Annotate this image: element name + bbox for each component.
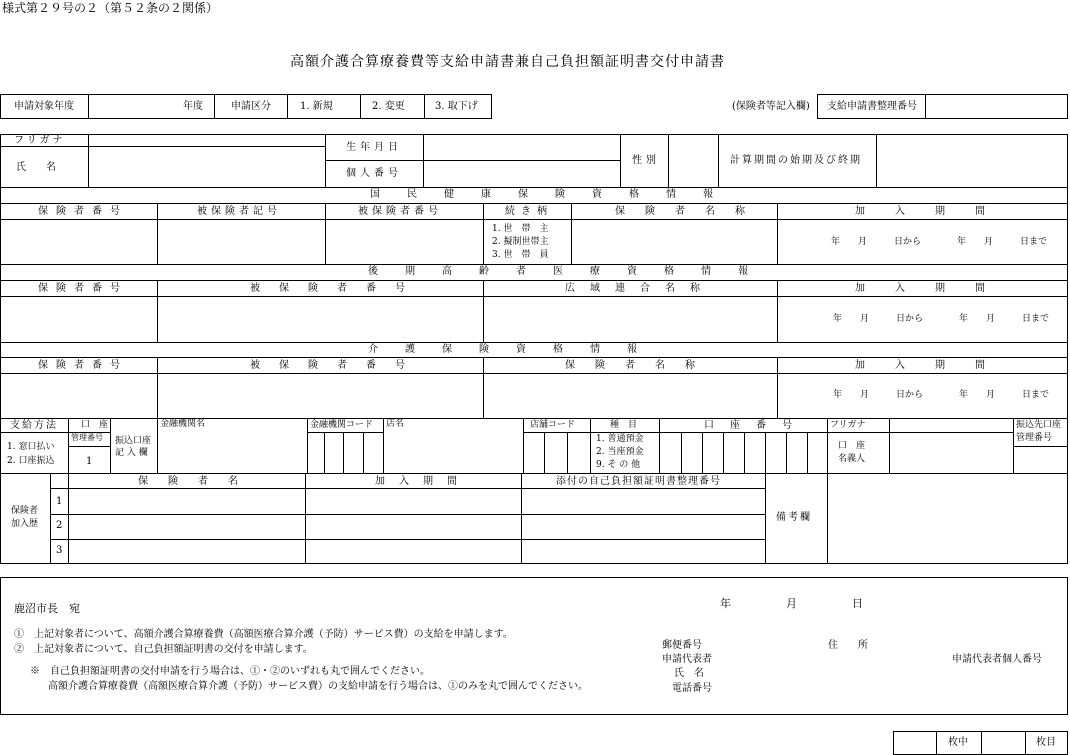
nhi-period-text: 年 月 日から 年 月 日まで [831, 237, 1048, 247]
relation-2[interactable]: 2. 擬制世帯主 [492, 237, 549, 247]
holder-label-2: 名義人 [838, 454, 866, 464]
addressee: 鹿沼市長 宛 [14, 602, 80, 615]
elder-col-union: 広域連合名称 [565, 283, 715, 294]
declaration-2[interactable]: ② 上記対象者について、自己負担額証明書の交付を申請します。 [14, 644, 313, 655]
nhi-heading: 国民健康保険資格情報 [370, 189, 740, 200]
sheets-label: 枚中 [948, 737, 968, 748]
elder-insured-no-input[interactable] [158, 297, 483, 341]
care-period-text: 年 月 日から 年 月 日まで [833, 390, 1050, 400]
type-current[interactable]: 2. 当座預金 [596, 447, 644, 457]
rep-name-label: 氏 名 [674, 668, 704, 679]
year-input[interactable] [88, 95, 180, 118]
history-col-period: 加入期間 [375, 476, 471, 487]
furigana-label: フリガナ [14, 135, 66, 146]
bank-furigana-input[interactable] [890, 419, 1013, 432]
name-input[interactable] [89, 147, 324, 186]
mynumber-input[interactable] [424, 161, 619, 186]
history-row-3: 3 [56, 545, 63, 556]
date-line: 年 月 日 [720, 597, 863, 610]
sheet-no-input[interactable] [982, 732, 1025, 754]
history-insurer-input-1[interactable] [69, 489, 305, 514]
nhi-col-period: 加入期間 [855, 206, 1015, 217]
method-window[interactable]: 1. 窓口払い [7, 442, 55, 452]
care-insurer-name-input[interactable] [484, 374, 777, 417]
history-insurer-input-3[interactable] [69, 540, 305, 563]
care-col-insurer-name: 保険者名称 [565, 360, 715, 371]
insurer-note: (保険者等記入欄) [732, 101, 810, 112]
bank-furigana-label: フリガナ [830, 420, 866, 430]
year-label: 申請対象年度 [14, 101, 74, 112]
elder-heading: 後期高齢者医療資格情報 [368, 266, 775, 277]
nhi-col-relation: 続き柄 [505, 206, 553, 217]
nhi-col-insured-no: 被保険者番号 [358, 206, 442, 217]
branch-label: 店名 [386, 419, 405, 429]
mgmt-label: 支給申請書整理番号 [827, 101, 917, 112]
remarks-input[interactable] [828, 474, 1067, 563]
nhi-col-insurer-no: 保険者番号 [38, 206, 128, 217]
care-heading: 介護保険資格情報 [368, 344, 664, 355]
elder-insurer-no-input[interactable] [1, 297, 157, 341]
dest-label-1: 振込先口座 [1016, 420, 1062, 430]
elder-col-insurer-no: 保険者番号 [38, 283, 128, 294]
relation-3[interactable]: 3. 世 帯 員 [492, 250, 549, 260]
history-label-1: 保険者 [11, 506, 39, 516]
inst-input[interactable] [158, 432, 307, 472]
mgmt-input[interactable] [926, 95, 1067, 118]
elder-col-insured-no: 被保険者番号 [250, 283, 424, 294]
branch-input[interactable] [384, 432, 523, 472]
nhi-col-insurer-name: 保険者名称 [615, 206, 765, 217]
category-label: 申請区分 [231, 101, 271, 112]
care-col-period: 加入期間 [855, 360, 1015, 371]
elder-period-text: 年 月 日から 年 月 日まで [833, 314, 1050, 324]
history-insurer-input-2[interactable] [69, 515, 305, 539]
page-label: 枚目 [1036, 737, 1056, 748]
nhi-insurer-name-input[interactable] [572, 220, 777, 263]
elder-union-input[interactable] [484, 297, 777, 341]
history-row-2: 2 [56, 520, 63, 531]
declaration-1[interactable]: ① 上記対象者について、高額介護合算療養費（高額医療合算介護（予防）サービス費）の支給を申請します。 [14, 629, 513, 640]
type-ordinary[interactable]: 1. 普通預金 [596, 434, 644, 444]
nhi-col-symbol: 被保険者記号 [197, 206, 281, 217]
rep-mynumber-label: 申請代表者個人番号 [952, 654, 1042, 665]
care-insured-no-input[interactable] [158, 374, 483, 417]
form-id: 様式第２９号の２（第５２条の２関係） [2, 1, 219, 15]
address-label: 住 所 [828, 640, 868, 651]
nhi-insurer-no-input[interactable] [1, 220, 157, 263]
history-row-1: 1 [56, 496, 63, 507]
holder-label-1: 口 座 [838, 441, 866, 451]
acct-mgmt-label-2: 管理番号 [71, 433, 103, 442]
birth-label: 生年月日 [346, 142, 402, 153]
category-withdraw[interactable]: 3. 取下げ [435, 101, 478, 112]
form-title: 高額介護合算療養費等支給申請書兼自己負担額証明書交付申請書 [290, 54, 725, 70]
transfer-label-1: 振込口座 [115, 436, 152, 446]
postal-label: 郵便番号 [662, 640, 702, 651]
branch-code-label: 店舗コード [530, 420, 576, 430]
year-suffix: 年度 [183, 101, 203, 112]
history-col-cert: 添付の自己負担額証明書整理番号 [556, 476, 721, 487]
period-label: 計算期間の始期及び終期 [730, 155, 862, 166]
note-2: 高額介護合算療養費（高額医療合算介護（予防）サービス費）の支給申請を行う場合は、①のみを丸で囲んでください。 [48, 681, 588, 692]
rep-label: 申請代表者 [662, 654, 712, 665]
type-other[interactable]: 9. そ の 他 [596, 460, 641, 470]
note-1: ※ 自己負担額証明書の交付申請を行う場合は、①・②のいずれも丸で囲んでください。 [30, 666, 430, 677]
care-insurer-no-input[interactable] [1, 374, 157, 417]
remarks-label: 備考欄 [776, 512, 812, 523]
acct-mgmt-label-1: 口 座 [81, 420, 109, 430]
dest-label-2: 管理番号 [1016, 433, 1053, 443]
category-new[interactable]: 1. 新規 [300, 101, 333, 112]
inst-label: 金融機関名 [160, 419, 206, 429]
relation-1[interactable]: 1. 世 帯 主 [492, 224, 549, 234]
holder-input[interactable] [890, 433, 1013, 472]
phone-label: 電話番号 [672, 683, 712, 694]
category-change[interactable]: 2. 変更 [372, 101, 405, 112]
nhi-insured-no-input[interactable] [326, 220, 483, 263]
sex-label: 性別 [632, 155, 660, 166]
acct-mgmt-value: 1 [86, 456, 93, 467]
acct-no-label: 口座番号 [704, 420, 808, 431]
method-label: 支給方法 [10, 420, 58, 431]
period-input[interactable] [877, 135, 1067, 186]
transfer-label-2: 記 入 欄 [115, 448, 148, 458]
history-col-insurer: 保険者名 [138, 476, 258, 487]
birth-input[interactable] [424, 135, 619, 159]
elder-col-period: 加入期間 [855, 283, 1015, 294]
furigana-input[interactable] [89, 135, 324, 146]
care-col-insured-no: 被保険者番号 [250, 360, 424, 371]
type-label: 種 目 [610, 420, 638, 430]
sex-input[interactable] [669, 135, 717, 186]
care-col-insurer-no: 保険者番号 [38, 360, 128, 371]
mynumber-label: 個人番号 [346, 168, 402, 179]
name-label: 氏 名 [16, 162, 56, 173]
nhi-symbol-input[interactable] [158, 220, 325, 263]
inst-code-label: 金融機関コード [310, 420, 374, 430]
history-label-2: 加入歴 [11, 519, 39, 529]
total-sheets-input[interactable] [894, 732, 936, 754]
method-transfer[interactable]: 2. 口座振込 [7, 456, 55, 466]
